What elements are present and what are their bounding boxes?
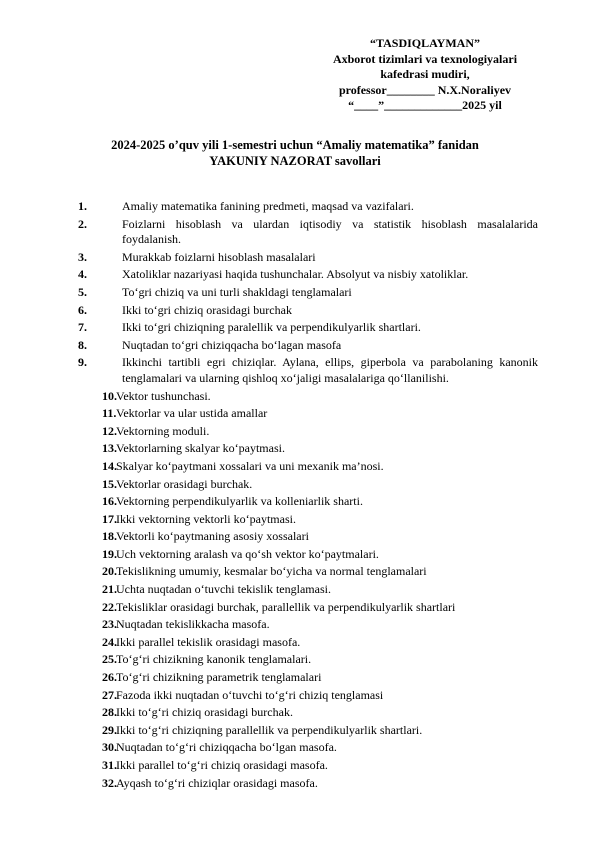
question-item [78,320,538,336]
question-item [102,740,538,756]
question-item [102,688,538,704]
question-number: 10. [102,388,117,403]
question-item [102,529,538,545]
question-number: 12. [102,423,117,438]
question-text: Ikkinchi tartibli egri chiziqlar. Aylana, ellips, giperbola va parabolaning kanonik tenglamalari va ularning qishloq xo‘jaligi masalalariga qo‘llanilishi. [122,355,538,385]
question-text: Uch vektorning aralash va qo‘sh vektor ko‘paytmalari. [116,546,379,561]
question-item [102,600,538,616]
question-text: Fazoda ikki nuqtadan o‘tuvchi to‘g‘ri chiziq tenglamasi [116,687,384,702]
heading-line-2: YAKUNIY NAZORAT savollari [209,154,381,168]
question-number: 2. [78,216,87,231]
question-number: 6. [78,302,87,317]
question-item [78,337,538,354]
heading-line-1: 2024-2025 o’quv yili 1-semestri uchun “Amaliy matematika” fanidan [111,138,479,152]
question-number: 26. [102,670,117,685]
question-number: 16. [102,494,117,509]
question-number: 14. [102,458,117,473]
question-text: Ikki vektorning vektorli ko‘paytmasi. [116,511,296,526]
question-text: Vektorning perpendikulyarlik va kolleniarlik sharti. [116,494,363,509]
question-item [78,302,538,319]
question-number: 13. [102,441,117,456]
question-text: Ikki parallel tekislik orasidagi masofa. [116,634,301,649]
question-item [78,216,538,248]
question-item [78,249,538,266]
question-item [102,564,538,580]
question-number: 3. [78,249,87,264]
question-text: Ikki to‘gri chiziqning paralellik va perpendikulyarlik shartlari. [122,320,421,335]
question-number: 25. [102,652,117,667]
question-number: 21. [102,582,117,597]
question-text: Tekisliklar orasidagi burchak, parallellik va perpendikulyarlik shartlari [116,599,456,614]
question-text: Nuqtadan to‘g‘ri chiziqqacha bo‘lgan masofa. [116,740,337,755]
question-number: 32. [102,775,117,790]
question-item [78,355,538,386]
question-text: Ikki parallel to‘g‘ri chiziq orasidagi masofa. [116,758,328,772]
question-number: 23. [102,617,117,632]
approval-block [300,36,550,114]
question-item [102,459,538,475]
question-item [102,758,538,774]
question-text: Amaliy matematika fanining predmeti, maqsad va vazifalari. [122,199,414,213]
question-number: 8. [78,337,87,352]
question-number: 5. [78,284,87,299]
approval-date-line: “____”_____________2025 yil [348,98,502,113]
question-item [102,670,538,686]
approval-department: Axborot tizimlari va texnologiyalari [332,51,518,66]
question-number: 15. [102,476,117,491]
question-item [102,723,538,739]
question-text: Tekislikning umumiy, kesmalar bo‘yicha va normal tenglamalari [116,564,427,579]
question-number: 11. [102,406,117,421]
question-item [102,424,538,440]
question-item [102,494,538,510]
question-item [102,441,538,457]
question-number: 20. [102,564,117,579]
question-item [102,512,538,528]
question-text: Ikki to‘g‘ri chiziq orasidagi burchak. [116,705,293,720]
question-number: 24. [102,634,117,649]
question-text: To‘g‘ri chizikning parametrik tenglamalari [116,670,322,685]
question-item [102,406,538,422]
question-number: 27. [102,687,117,702]
question-text: Vektorlar orasidagi burchak. [116,476,253,491]
question-item [78,199,538,215]
question-item [102,547,538,563]
question-item [102,705,538,721]
question-text: Vektorning moduli. [116,423,210,438]
question-number: 31. [102,758,117,772]
question-text: Murakkab foizlarni hisoblash masalalari [122,249,316,264]
question-item [78,267,538,283]
question-text: Ayqash to‘g‘ri chiziqlar orasidagi masofa. [116,775,318,790]
approval-position: kafedrasi mudiri, [380,67,470,82]
question-text: Ikki to‘g‘ri chiziqning parallellik va perpendikulyarlik shartlari. [116,722,423,737]
question-text: Ikki to‘gri chiziq orasidagi burchak [122,302,292,317]
question-text: Vektorlarning skalyar ko‘paytmasi. [116,441,285,456]
question-item [102,477,538,493]
question-text: Nuqtadan to‘gri chiziqqacha bo‘lagan masofa [122,337,342,352]
approval-title: “TASDIQLAYMAN” [369,36,480,50]
question-number: 28. [102,705,117,720]
question-number: 18. [102,529,117,544]
question-number: 30. [102,740,117,755]
question-item [102,652,538,668]
question-text: Vektor tushunchasi. [116,388,211,403]
question-text: Nuqtadan tekislikkacha masofa. [116,617,270,632]
question-item [102,389,538,405]
question-text: To‘gri chiziq va uni turli shakldagi tenglamalari [122,284,352,299]
question-number: 9. [78,355,87,370]
question-text: To‘g‘ri chizikning kanonik tenglamalari. [116,652,312,667]
question-number: 4. [78,267,87,282]
question-number: 19. [102,546,117,561]
question-item [102,582,538,598]
question-item [102,617,538,633]
question-number: 22. [102,599,117,614]
question-text: Vektorli ko‘paytmaning asosiy xossalari [116,529,309,544]
approval-signature-line: professor________ N.X.Noraliyev [338,82,512,97]
question-item [102,776,538,792]
question-text: Vektorlar va ular ustida amallar [116,406,268,421]
question-number: 1. [78,199,87,213]
question-text: Foizlarni hisoblash va ulardan iqtisodiy va statistik hisoblash masalalarida foydalanish. [122,216,538,247]
question-number: 7. [78,320,87,335]
question-number: 29. [102,722,117,737]
question-text: Uchta nuqtadan o‘tuvchi tekislik tenglamasi. [116,582,331,597]
question-item [78,284,538,301]
question-text: Skalyar ko‘paytmani xossalari va uni mexanik ma’nosi. [116,458,384,473]
question-number: 17. [102,511,117,526]
question-text: Xatoliklar nazariyasi haqida tushunchalar. Absolyut va nisbiy xatoliklar. [122,267,469,282]
document-heading [60,137,530,169]
question-item [102,635,538,651]
question-list [78,199,538,793]
